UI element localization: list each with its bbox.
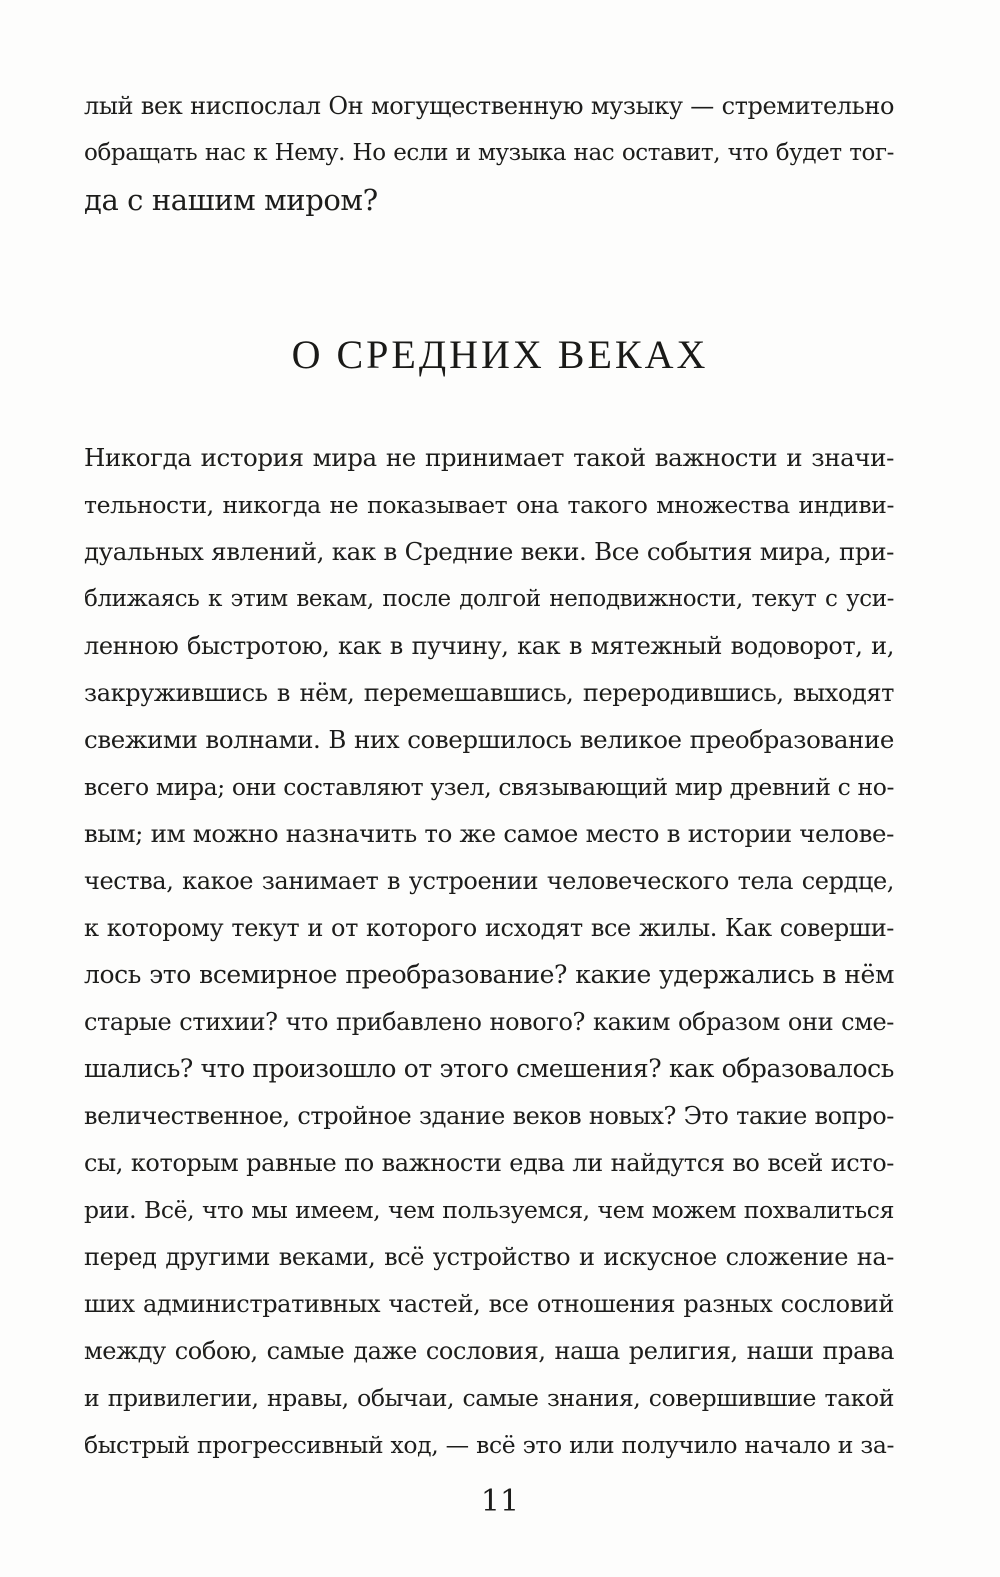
body-line-15: величественное, стройное здание веков новых? Это такие вопро- [84, 1102, 894, 1130]
intro-line-2: обращать нас к Нему. Но если и музыка нас оставит, что будет тог- [84, 140, 894, 166]
body-line-14: шались? что произошло от этого смешения? как образовалось [84, 1054, 894, 1083]
body-line-18: перед другими веками, всё устройство и искусное сложение на- [84, 1243, 894, 1271]
body-line-13: старые стихии? что прибавлено нового? каким образом они сме- [84, 1008, 894, 1036]
body-line-10: чества, какое занимает в устроении человеческого тела сердце, [84, 867, 894, 895]
intro-line-3: да с нашим миром? [84, 183, 378, 217]
body-line-2: тельности, никогда не показывает она такого множества индиви- [84, 491, 894, 519]
body-line-11: к которому текут и от которого исходят все жилы. Как соверши- [84, 914, 894, 942]
body-line-6: закружившись в нём, перемешавшись, переродившись, выходят [84, 679, 894, 707]
body-line-4: ближаясь к этим векам, после долгой неподвижности, текут с уси- [84, 586, 894, 612]
body-line-16: сы, которым равные по важности едва ли найдутся во всей исто- [84, 1149, 894, 1177]
intro-line-1: лый век ниспослал Он могущественную музыку — стремительно [84, 92, 894, 120]
section-title: О СРЕДНИХ ВЕКАХ [291, 332, 709, 377]
body-line-5: ленною быстротою, как в пучину, как в мятежный водоворот, и, [84, 632, 894, 660]
page-number: 11 [480, 1484, 520, 1519]
body-line-1: Никогда история мира не принимает такой важности и значи- [84, 443, 894, 472]
body-line-17: рии. Всё, что мы имеем, чем пользуемся, чем можем похвалиться [84, 1196, 894, 1224]
body-line-9: вым; им можно назначить то же самое место в истории челове- [84, 819, 894, 848]
body-line-19: ших административных частей, все отношения разных сословий [84, 1290, 894, 1318]
body-line-21: и привилегии, нравы, обычаи, самые знания, совершившие такой [84, 1384, 894, 1412]
body-line-8: всего мира; они составляют узел, связывающий мир древний с но- [84, 773, 894, 801]
body-line-7: свежими волнами. В них совершилось великое преобразование [84, 725, 894, 754]
body-line-20: между собою, самые даже сословия, наша религия, наши права [84, 1337, 894, 1365]
body-line-12: лось это всемирное преобразование? какие удержались в нём [84, 960, 894, 989]
body-line-22: быстрый прогрессивный ход, — всё это или получило начало и за- [84, 1431, 894, 1459]
body-line-3: дуальных явлений, как в Средние веки. Все события мира, при- [84, 537, 894, 566]
